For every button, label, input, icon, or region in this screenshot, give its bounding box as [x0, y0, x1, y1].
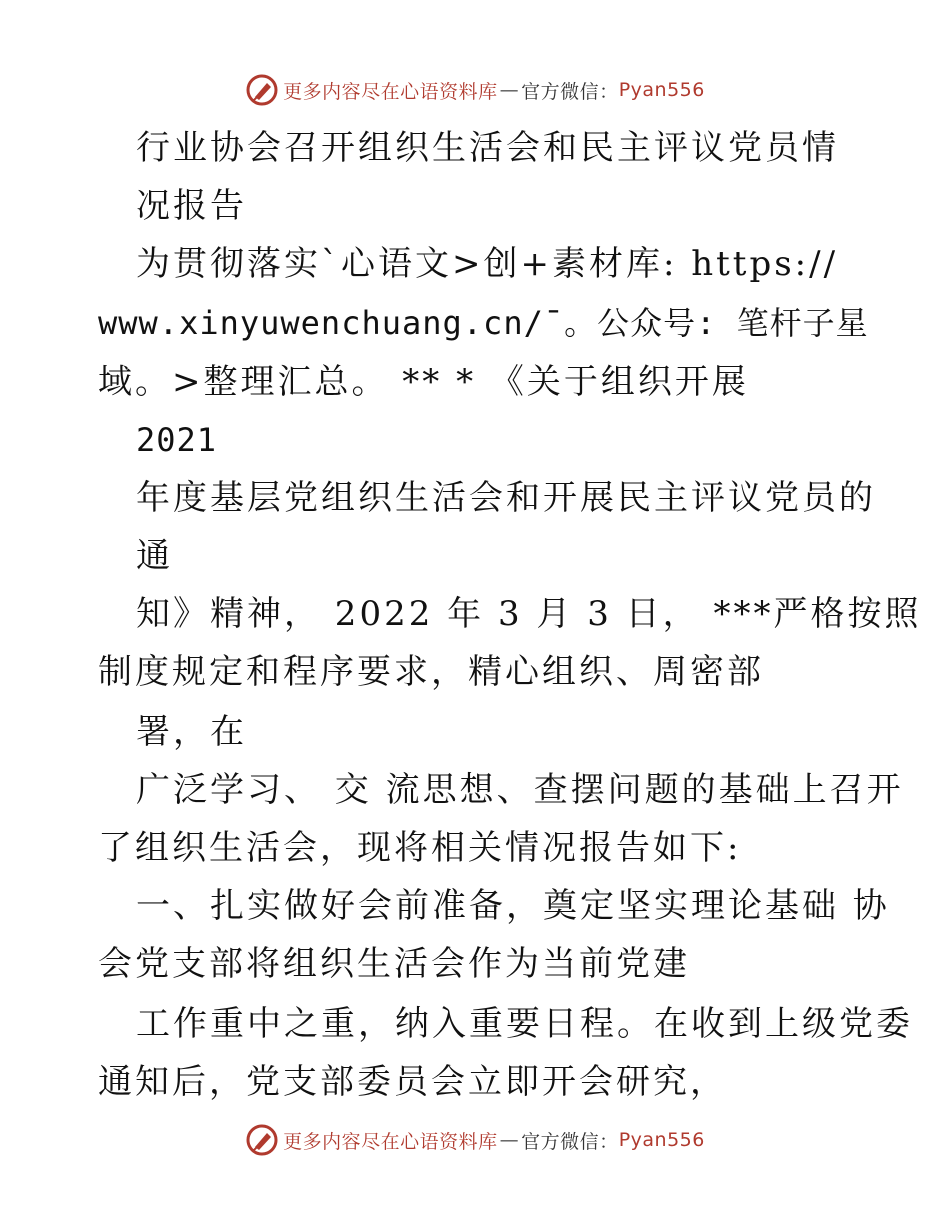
body-line: 通知后，党支部委员会立即开会研究， [98, 1062, 727, 1102]
footer-watermark [0, 1120, 950, 1160]
body-line: 知》精神， 2022 年 3 月 3 日， ***严格按照 [136, 594, 922, 634]
doc-title-line-1: 行业协会召开组织生活会和民主评议党员情 [136, 128, 839, 168]
watermark-id: Pyan556 [618, 1129, 705, 1151]
body-line-url: www.xinyuwenchuang.cn/¯。公众号: 笔杆子星 [98, 304, 869, 342]
body-line: 署，在 [136, 712, 247, 752]
watermark-dash: — [499, 1129, 520, 1151]
pen-nib-logo-icon [245, 73, 279, 107]
watermark-id: Pyan556 [618, 79, 705, 101]
watermark-label: 官方微信： [521, 80, 619, 103]
watermark-dash: — [499, 79, 520, 101]
body-line: 会党支部将组织生活会作为当前党建 [98, 944, 690, 984]
body-line: 工作重中之重，纳入重要日程。在收到上级党委 [136, 1004, 913, 1044]
pen-nib-logo-icon [245, 1123, 279, 1157]
section-heading-1: 一、扎实做好会前准备，奠定坚实理论基础 协 [136, 886, 890, 926]
body-line: 通 [136, 536, 173, 576]
watermark-label: 官方微信： [521, 1130, 619, 1153]
body-line: 制度规定和程序要求，精心组织、周密部 [98, 652, 764, 692]
body-line: 了组织生活会，现将相关情况报告如下: [98, 828, 742, 868]
body-line: 为贯彻落实`心语文>创+素材库: https:// [136, 244, 839, 284]
doc-title-line-2: 况报告 [136, 186, 247, 226]
body-line-year: 2021 [136, 421, 218, 459]
body-line: 广泛学习、 交 流思想、查摆问题的基础上召开 [136, 770, 904, 810]
body-line: 域。>整理汇总。 ** * 《关于组织开展 [98, 362, 749, 402]
header-watermark [0, 70, 950, 110]
watermark-text: 更多内容尽在心语资料库 [283, 80, 498, 103]
watermark-text: 更多内容尽在心语资料库 [283, 1130, 498, 1153]
body-line: 年度基层党组织生活会和开展民主评议党员的 [136, 478, 876, 518]
